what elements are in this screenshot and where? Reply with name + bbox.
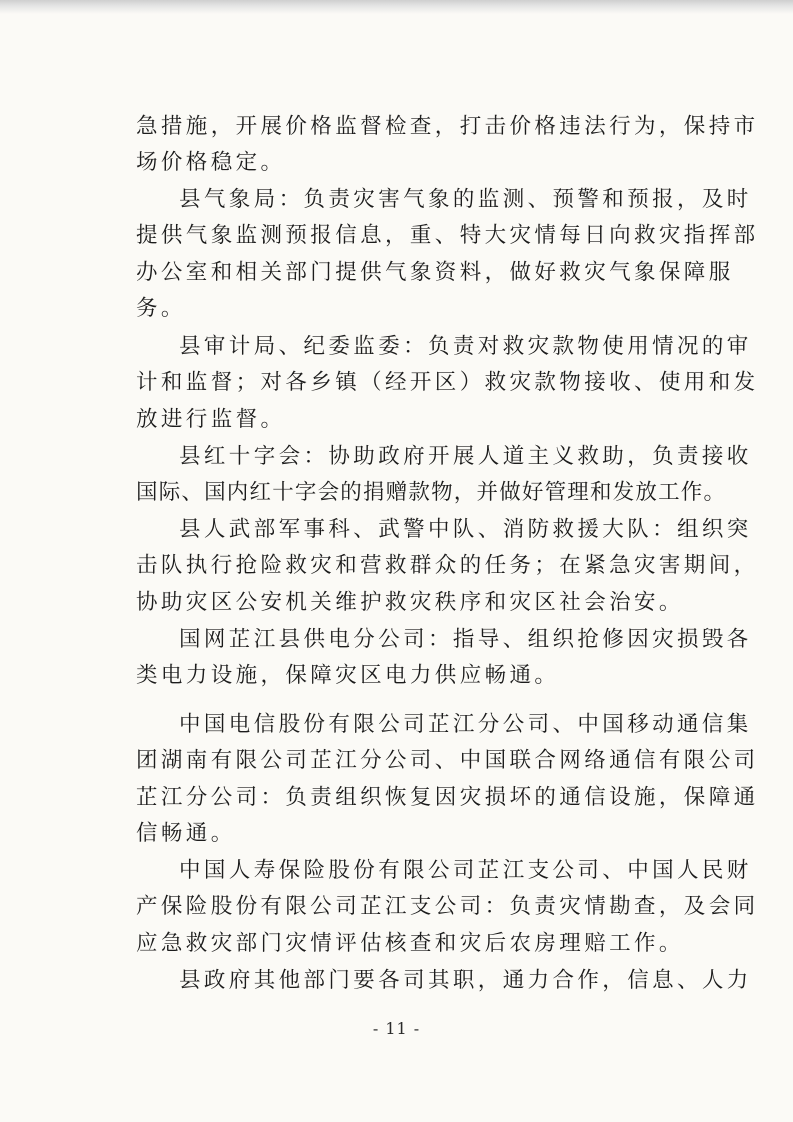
text-line: 提供气象监测预报信息，重、特大灾情每日向救灾指挥部 (136, 223, 759, 249)
text-line: 信畅通。 (136, 820, 236, 846)
paragraph-insurance (136, 853, 759, 962)
text-line: 国际、国内红十字会的捐赠款物，并做好管理和发放工作。 (136, 480, 727, 506)
paragraph-power-supply (136, 622, 752, 695)
text-line: 计和监督；对各乡镇（经开区）救灾款物接收、使用和发 (136, 370, 759, 396)
paragraph-price-measures (136, 109, 759, 182)
text-line: 县人武部军事科、武警中队、消防救援大队：组织突 (179, 517, 752, 542)
text-line: 应急救灾部门灾情评估核查和灾后农房理赔工作。 (136, 930, 684, 956)
text-line: 务。 (136, 295, 186, 321)
text-line: 协助灾区公安机关维护救灾秩序和灾区社会治安。 (136, 589, 684, 615)
paragraph-red-cross (136, 439, 752, 512)
paragraph-telecom (136, 707, 759, 852)
text-line: 击队执行抢险救灾和营救群众的任务；在紧急灾害期间， (136, 553, 759, 579)
text-line: 放进行监督。 (136, 406, 286, 432)
text-line: 芷江分公司：负责组织恢复因灾损坏的通信设施，保障通 (136, 784, 759, 810)
text-line: 县气象局：负责灾害气象的监测、预警和预报，及时 (179, 187, 752, 212)
paragraph-audit-bureau (136, 329, 759, 438)
text-line: 场价格稳定。 (136, 150, 286, 176)
text-line: 县红十字会：协助政府开展人道主义救助，负责接收 (179, 444, 752, 469)
text-line: 中国人寿保险股份有限公司芷江支公司、中国人民财 (179, 858, 752, 883)
page-number: - 11 - (372, 1019, 421, 1038)
text-line: 县审计局、纪委监委：负责对救灾款物使用情况的审 (179, 334, 752, 359)
text-line: 中国电信股份有限公司芷江分公司、中国移动通信集 (179, 712, 752, 737)
text-line: 产保险股份有限公司芷江支公司：负责灾情勘查，及会同 (136, 894, 759, 920)
text-line: 办公室和相关部门提供气象资料，做好救灾气象保障服 (136, 259, 734, 285)
paragraph-armed-forces (136, 512, 759, 621)
text-line: 急措施，开展价格监督检查，打击价格违法行为，保持市 (136, 114, 759, 139)
paragraph-meteorology-bureau (136, 182, 759, 327)
paragraph-other-departments (136, 963, 752, 999)
text-line: 类电力设施，保障灾区电力供应畅通。 (136, 663, 560, 689)
text-line: 县政府其他部门要各司其职，通力合作，信息、人力 (179, 968, 752, 993)
text-line: 团湖南有限公司芷江分公司、中国联合网络通信有限公司 (136, 748, 759, 774)
text-line: 国网芷江县供电分公司：指导、组织抢修因灾损毁各 (179, 627, 752, 652)
